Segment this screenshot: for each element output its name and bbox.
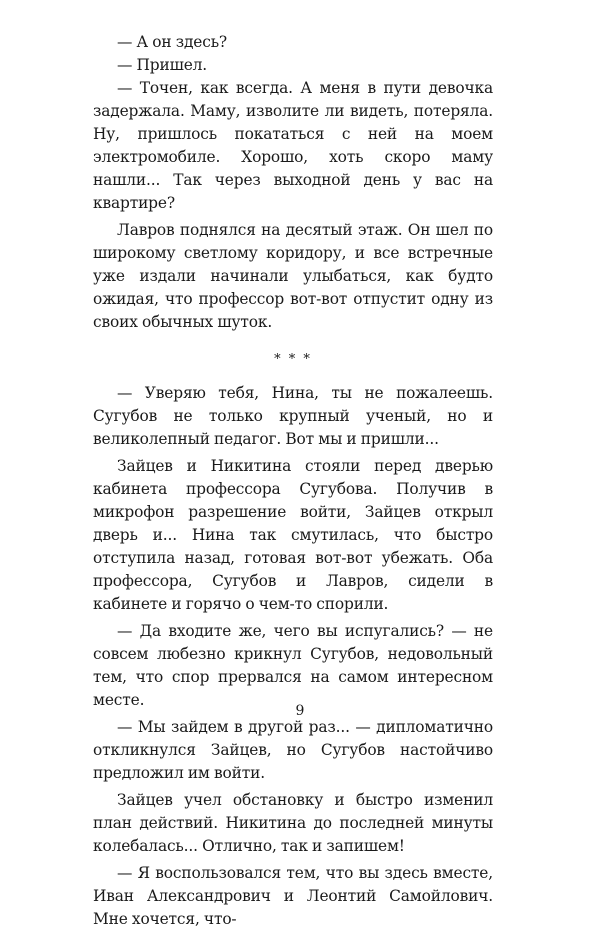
paragraph-dialogue-3: — Точен, как всегда. А меня в пути девочка задержала. Маму, изволите ли видеть, потеряла. Ну, пришлось покататься с ней на моем электромобиле. Хорошо, хоть скоро маму нашли... Так через выходной день у вас на квартире?: [93, 79, 493, 212]
paragraph-dialogue-4: — Уверяю тебя, Нина, ты не пожалеешь. Сугубов не только крупный ученый, но и великолепный педагог. Вот мы и пришли...: [93, 384, 493, 448]
paragraph-narration-1: Лавров поднялся на десятый этаж. Он шел по широкому светлому коридору, и все встречные уже издали начинали улыбаться, как будто ожидая, что профессор вот-вот отпустит одну из своих обычных шуток.: [93, 221, 493, 331]
paragraph-dialogue-1: — А он здесь?: [117, 33, 228, 51]
book-page-text: [93, 31, 493, 931]
paragraph-dialogue-7: — Я воспользовался тем, что вы здесь вместе, Иван Александрович и Леонтий Самойлович. Мне хочется, что-: [93, 864, 493, 928]
paragraph-narration-3: Зайцев учел обстановку и быстро изменил план действий. Никитина до последней минуты колебалась... Отлично, так и запишем!: [93, 791, 493, 855]
page-number: 9: [295, 703, 305, 719]
section-separator: * * *: [274, 352, 312, 367]
paragraph-dialogue-5: — Да входите же, чего вы испугались? — не совсем любезно крикнул Сугубов, недовольный тем, что спор прервался на самом интересном месте.: [93, 622, 493, 709]
paragraph-dialogue-2: — Пришел.: [117, 56, 208, 74]
paragraph-dialogue-6: — Мы зайдем в другой раз... — дипломатично откликнулся Зайцев, но Сугубов настойчиво предложил им войти.: [93, 718, 493, 782]
paragraph-narration-2: Зайцев и Никитина стояли перед дверью кабинета профессора Сугубова. Получив в микрофон разрешение войти, Зайцев открыл дверь и... Нина так смутилась, что быстро отступила назад, готовая вот-вот убежать. Оба профессора, Сугубов и Лавров, сидели в кабинете и горячо о чем-то спорили.: [93, 457, 493, 613]
